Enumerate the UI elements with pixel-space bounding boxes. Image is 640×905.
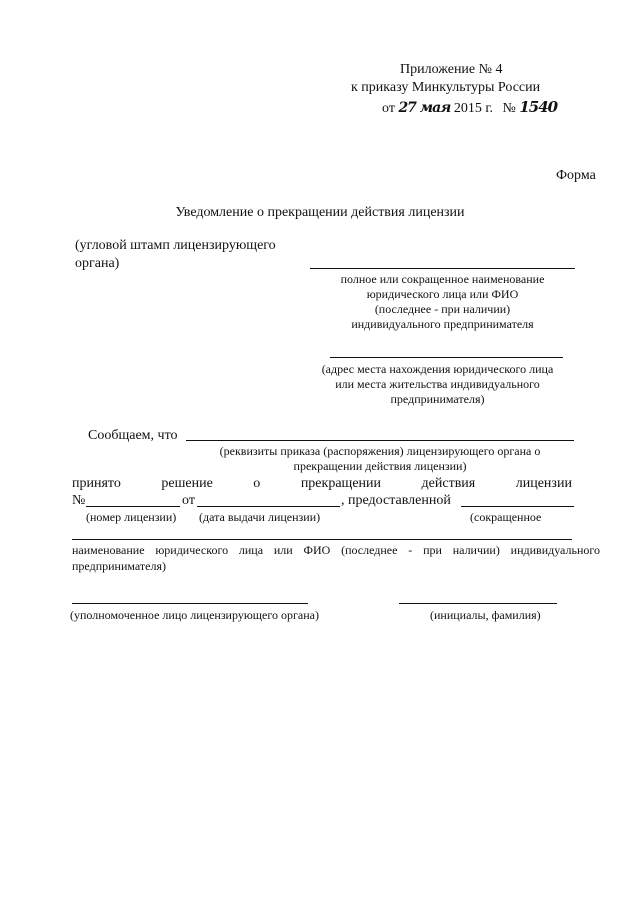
license-granted-text: , предоставленной <box>341 493 451 508</box>
recipient-address-caption-3: предпринимателя) <box>390 392 485 406</box>
order-caption-1: (реквизиты приказа (распоряжения) лицензирующего органа о <box>219 444 541 458</box>
appendix-number: Приложение № 4 <box>400 62 503 77</box>
decision-word: прекращении <box>300 476 382 491</box>
form-label: Форма <box>556 168 596 183</box>
initials-caption: (инициалы, фамилия) <box>430 608 541 622</box>
license-number-field[interactable] <box>86 506 180 507</box>
caption-license-date: (дата выдачи лицензии) <box>199 510 321 524</box>
recipient-name-caption-3: (последнее - при наличии) <box>374 302 511 316</box>
recipient-address-caption-2: или места жительства индивидуального <box>335 377 540 391</box>
recipient-address-caption-1: (адрес места нахождения юридического лица <box>321 362 554 376</box>
document-title: Уведомление о прекращении действия лицензии <box>175 205 465 220</box>
recipient-name-caption-1: полное или сокращенное наименование <box>340 272 545 286</box>
appendix-number-sign: № <box>502 101 516 116</box>
appendix-year: 2015 г. <box>453 101 493 116</box>
handwritten-date: 27 мая <box>398 100 451 116</box>
initials-signature-line[interactable] <box>399 603 557 604</box>
decision-word: лицензии <box>515 476 572 491</box>
recipient-name-caption-4: индивидуального предпринимателя <box>351 317 534 331</box>
inform-text: Сообщаем, что <box>88 428 178 443</box>
appendix-from: от <box>382 101 395 116</box>
stamp-caption-line2: органа) <box>75 256 120 271</box>
decision-word: действия <box>421 476 476 491</box>
licensee-short-name-field[interactable] <box>461 506 574 507</box>
licensee-name-caption-1: наименование юридического лица или ФИО (последнее - при наличии) индивидуального <box>72 543 600 557</box>
appendix-order: к приказу Минкультуры России <box>351 80 541 95</box>
decision-word: принято <box>72 476 121 491</box>
decision-word: решение <box>161 476 213 491</box>
recipient-name-caption-2: юридического лица или ФИО <box>366 287 519 301</box>
order-details-line[interactable] <box>186 440 574 441</box>
licensee-name-caption-2: предпринимателя) <box>72 559 166 573</box>
official-signature-line[interactable] <box>72 603 308 604</box>
license-number-sign: № <box>72 493 86 508</box>
recipient-name-line[interactable] <box>310 268 575 269</box>
decision-word: о <box>253 476 261 491</box>
official-caption: (уполномоченное лицо лицензирующего органа) <box>70 608 319 622</box>
licensee-full-name-field[interactable] <box>72 539 572 540</box>
caption-short-name: (сокращенное <box>470 510 542 524</box>
caption-license-number: (номер лицензии) <box>86 510 177 524</box>
license-date-field[interactable] <box>197 506 340 507</box>
handwritten-number: 1540 <box>519 98 558 116</box>
order-caption-2: прекращении действия лицензии) <box>293 459 467 473</box>
license-from-word: от <box>182 493 195 508</box>
recipient-address-line[interactable] <box>330 357 563 358</box>
stamp-caption-line1: (угловой штамп лицензирующего <box>75 238 276 253</box>
decision-line <box>72 476 572 492</box>
appendix-date-line <box>382 98 557 117</box>
